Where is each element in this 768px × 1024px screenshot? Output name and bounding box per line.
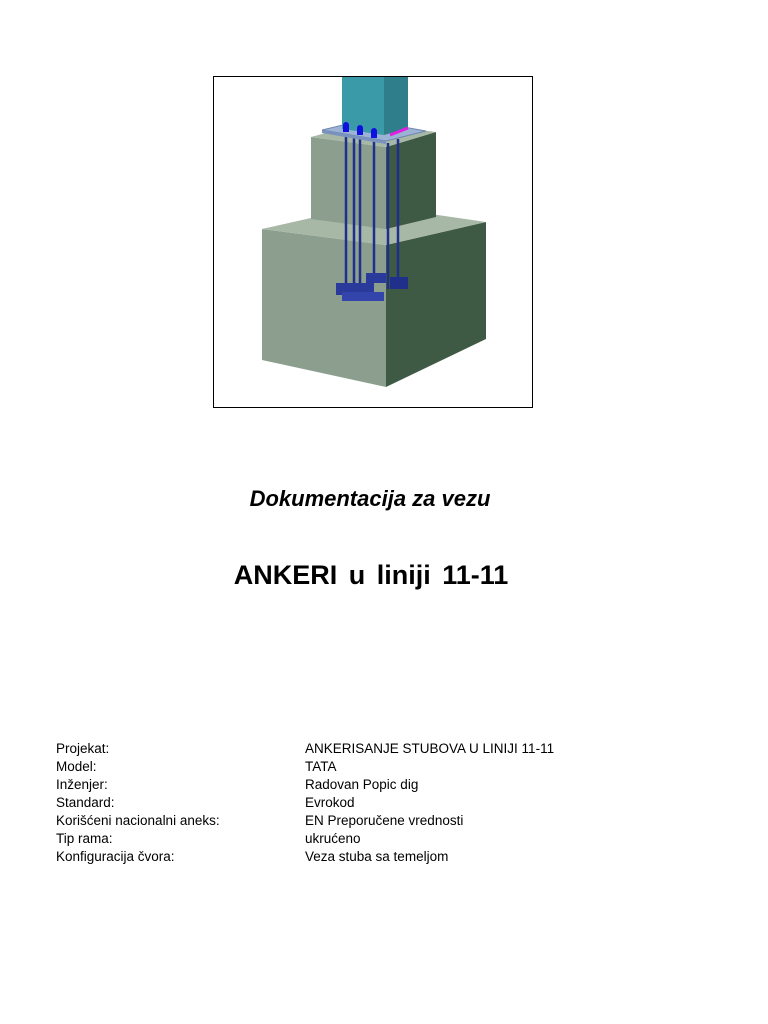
- info-label: Model:: [56, 759, 97, 774]
- info-value: Evrokod: [305, 795, 355, 810]
- info-row-standard: [56, 794, 554, 812]
- info-label: Standard:: [56, 795, 115, 810]
- pedestal-side-face: [386, 132, 436, 229]
- info-label: Inženjer:: [56, 777, 108, 792]
- info-value: Radovan Popic dig: [305, 777, 419, 792]
- info-value: ANKERISANJE STUBOVA U LINIJI 11-11: [305, 741, 555, 756]
- info-row-engineer: [56, 776, 554, 794]
- info-row-frame-type: [56, 830, 554, 848]
- info-label: Korišćeni nacionalni aneks:: [56, 813, 220, 828]
- foundation-render-figure: [213, 76, 533, 408]
- info-value: Veza stuba sa temeljom: [305, 849, 449, 864]
- document-subtitle: Dokumentacija za vezu: [249, 486, 491, 511]
- info-row-project: [56, 740, 554, 758]
- info-row-national-annex: [56, 812, 554, 830]
- foundation-front-face: [262, 229, 386, 387]
- column-side-face: [384, 77, 408, 135]
- info-row-model: [56, 758, 554, 776]
- info-value: ukrućeno: [305, 831, 361, 846]
- foundation-side-face: [386, 222, 486, 387]
- info-label: Konfiguracija čvora:: [56, 849, 175, 864]
- info-label: Tip rama:: [56, 831, 113, 846]
- info-row-joint-configuration: [56, 848, 554, 866]
- info-value: TATA: [305, 759, 337, 774]
- info-value: EN Preporučene vrednosti: [305, 813, 464, 828]
- info-label: Projekat:: [56, 741, 110, 756]
- document-title: ANKERI u liniji 11-11: [233, 560, 509, 590]
- column-base-3d-render: [214, 77, 532, 407]
- project-info-table: [56, 740, 554, 866]
